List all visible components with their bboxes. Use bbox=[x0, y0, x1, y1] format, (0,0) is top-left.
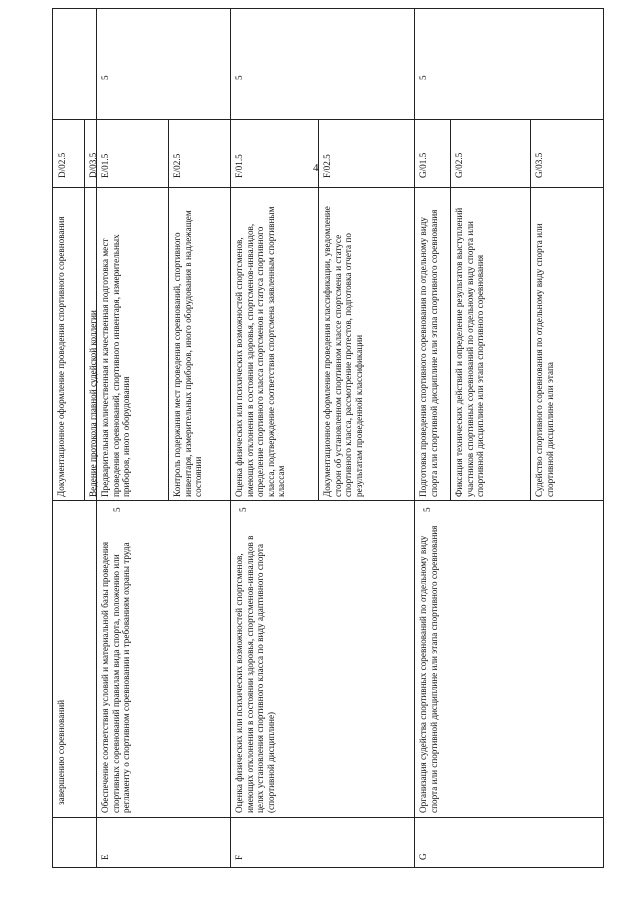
row-d-func-2-title: Ведение протокола главной судейской коллегии bbox=[88, 310, 98, 497]
row-g-func-1-level: 5 bbox=[418, 75, 428, 80]
table-border-top bbox=[52, 8, 604, 9]
col-divider-2 bbox=[52, 500, 604, 501]
row-g-func-3-title: Судейство спортивного соревнования по отдельному виду спорта или спортивной дисциплине или этапа bbox=[534, 223, 555, 497]
row-e-code: E bbox=[100, 854, 110, 860]
row-d-func-1-code: D/02.5 bbox=[57, 152, 67, 178]
page-number: 4 bbox=[313, 162, 319, 174]
table-border-right bbox=[603, 8, 604, 868]
row-e-name: Обеспечение соответствия условий и материальной базы проведения спортивных соревнований правилам вида спорта, положению или регламенту о спортивном соревновании и требованиям охраны труда bbox=[100, 541, 132, 813]
code-divider-f bbox=[318, 119, 319, 187]
row-e-func-2-title: Контроль подержания мест проведения соревнований, спортивного инвентаря, измерительных приборов, иного оборудования в надлежащем состоянии bbox=[172, 210, 204, 497]
row-e-func-1-level: 5 bbox=[100, 75, 110, 80]
table-border-left bbox=[52, 8, 53, 868]
code-divider-g2 bbox=[530, 119, 531, 187]
code-divider-d bbox=[84, 119, 85, 187]
row-divider-2 bbox=[230, 8, 231, 868]
row-e-level: 5 bbox=[112, 507, 122, 512]
row-g-func-3-code: G/03.5 bbox=[534, 152, 544, 178]
row-e-func-1-code: E/01.5 bbox=[100, 153, 110, 178]
row-f-func-1-level: 5 bbox=[234, 75, 244, 80]
col-divider-3 bbox=[52, 187, 604, 188]
row-d-func-1-title: Документационное оформление проведения спортивного соревнования bbox=[56, 216, 66, 497]
row-g-code: G bbox=[418, 853, 428, 860]
row-f-func-1-code: F/01.5 bbox=[234, 154, 244, 178]
col-divider-1 bbox=[52, 817, 604, 818]
row-d-name: завершению соревнований bbox=[56, 699, 66, 805]
row-e-func-2-code: E/02.5 bbox=[172, 153, 182, 178]
table-border-bottom bbox=[52, 867, 604, 868]
row-divider-3 bbox=[414, 8, 415, 868]
row-f-level: 5 bbox=[238, 507, 248, 512]
code-divider-g1 bbox=[450, 119, 451, 187]
row-f-code: F bbox=[234, 854, 244, 860]
row-g-func-2-code: G/02.5 bbox=[454, 152, 464, 178]
row-g-func-1-title: Подготовка проведения спортивного соревнования по отдельному виду спорта или спортивной дисциплине или этапа спортивного соревнования bbox=[418, 209, 439, 497]
row-f-func-2-title: Документационное оформление проведения классификации, уведомление сторон об установленном спортивном классе спортсмена и статусе спортивного класса, рассмотрение протестов, подготовка отчета по результатам проведенной классификации bbox=[322, 206, 364, 497]
row-f-func-1-title: Оценка физических или психических возможностей спортсменов, имеющих отклонения в состоянии здоровья, спортсменов-инвалидов, определение спортивного класса спортсменов и статуса спортивного класса, подтверждение соответствия спортсмена заявленным спортивным классам bbox=[234, 206, 287, 497]
functions-table bbox=[52, 8, 604, 868]
row-d-func-2-code: D/03.5 bbox=[88, 152, 98, 178]
code-divider-e bbox=[168, 119, 169, 187]
row-g-level: 5 bbox=[422, 507, 432, 512]
row-g-func-1-code: G/01.5 bbox=[418, 152, 428, 178]
row-g-func-2-title: Фиксация технических действий и определение результатов выступлений участников спортивных соревнований по отдельному виду спорта или спортивной дисциплине или этапа спортивного соревнования bbox=[454, 207, 486, 497]
row-f-name: Оценка физических или психических возможностей спортсменов, имеющих отклонения в состоянии здоровья, спортсменов-инвалидов в целях установления спортивного класса по виду адаптивного спорта (спортивной дисциплине) bbox=[234, 535, 276, 813]
row-g-name: Организация судейства спортивных соревнований по отдельному виду спорта или спортивной дисциплине или этапа спортивного соревнования bbox=[418, 525, 439, 813]
row-e-func-1-title: Предварительная количественная и качественная подготовка мест проведения соревнований, спортивного инвентаря, измерительных приборов, иного оборудования bbox=[100, 234, 132, 497]
row-f-func-2-code: F/02.5 bbox=[322, 154, 332, 178]
